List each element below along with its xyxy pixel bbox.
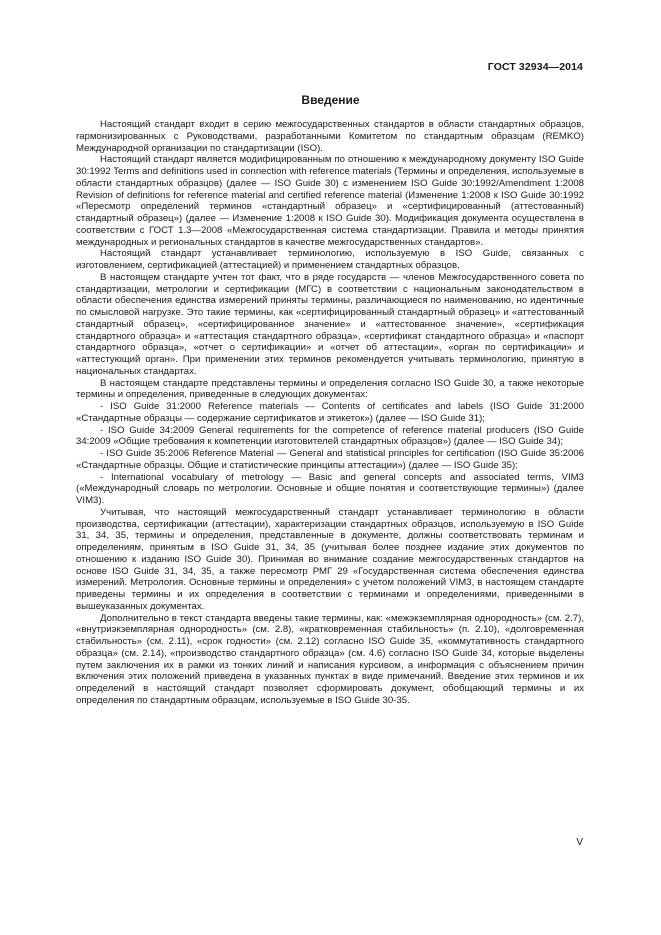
paragraph-5: В настоящем стандарте представлены термины и определения согласно ISO Guide 30, а также некоторые термины и определения, приведенные в следующих документах:: [76, 377, 584, 401]
list-item-guide-35: - ISO Guide 35:2006 Reference Material — General and statistical principles for certification (ISO Guide 35:2006 «Стандартные образцы. Общие и статистические принципы аттестации») (далее — ISO Guide 35);: [76, 448, 584, 471]
paragraph-4: В настоящем стандарте учтен тот факт, что в ряде государств — членов Межгосударственного совета по стандартизации, метрологии и сертификации (МГС) в соответствии с национальным законодательством в области обеспечения единства измерений приняты термины, различающиеся по наименованию, но идентичные по смысловой нагрузке. Это такие термины, как «сертифицированный стандартный образец» и «аттестованный стандартный образец», «сертифицированное значение» и «аттестованное значение», «сертификация стандартного образца» и «аттестация стандартного образца», «сертификат стандартного образца» и «паспорт стандартного образца», «отчет о сертификации» и «отчет об аттестации», «орган по сертификации» и «аттестующий орган». При применении этих терминов рекомендуется учитывать терминологию, принятую в национальных стандартах.: [76, 271, 584, 377]
list-item-guide-31: - ISO Guide 31:2000 Reference materials — Contents of certificates and labels (ISO Guide 31:2000 «Стандартные образцы — содержание сертификатов и этикеток») (далее — ISO Guide 31);: [76, 401, 584, 424]
paragraph-2: Настоящий стандарт является модифицированным по отношению к международному документу ISO Guide 30:1992 Terms and definitions used in connection with reference materials (Термины и определения, используемые в области стандартных образцов) (далее — ISO Guide 30) с изменением ISO Guide 30:1992/Amendment 1:2008 Revision of definitions for reference material and certified reference material (Изменение 1:2008 к ISO Guide 30:1992 «Пересмотр определений терминов «стандартный образец» и «сертифицированный (аттестованный) стандартный образец») (далее — Изменение 1:2008 к ISO Guide 30). Модификация документа осуществлена в соответствии с ГОСТ 1.3—2008 «Межгосударственная система стандартизации. Правила и методы принятия международных и региональных стандартов в качестве межгосударственных стандартов».: [76, 154, 584, 248]
list-item-vim3: - International vocabulary of metrology — Basic and general concepts and associated terms, VIM3 («Международный словарь по метрологии. Основные и общие понятия и соответствующие термины») (далее VIM3).: [76, 471, 584, 506]
document-id: ГОСТ 32934—2014: [487, 61, 583, 73]
paragraph-6: Учитывая, что настоящий межгосударственный стандарт устанавливает терминологию в области производства, сертификации (аттестации), характеризации стандартных образцов, используемую в ISO Guide 31, 34, 35, термины и определения, представленные в документе, должны соответствовать терминам и определениям, принятым в ISO Guide 31, 34, 35 (учитывая более позднее издание этих документов по отношению к изданию ISO Guide 30). Принимая во внимание создание межгосударственных стандартов на основе ISO Guide 31, 34, 35, а также пересмотр РМГ 29 «Государственная система обеспечения единства измерений. Метрология. Основные термины и определения» с учетом положений VIM3, в настоящем стандарте приведены термины и их определения в соответствии с терминами и определениями, приведенными в вышеуказанных документах.: [76, 506, 584, 612]
paragraph-1: Настоящий стандарт входит в серию межгосударственных стандартов в области стандартных образцов, гармонизированных с Руководствами, разработанными Комитетом по стандартным образцам (REMKO) Международной организации по стандартизации (ISO).: [76, 119, 584, 154]
page-number: V: [576, 837, 583, 848]
paragraph-7: Дополнительно в текст стандарта введены такие термины, как: «межэкземплярная однородность» (см. 2.7), «внутриэкземплярная однородность» (см. 2.8), «кратковременная стабильность» (п. 2.10), «долговременная стабильность» (см. 2.11), «срок годности» (см. 2.12) согласно ISO Guide 35, «коммутативность стандартного образца» (см. 2.14), «производство стандартного образца» (см. 4.6) согласно ISO Guide 34, которые выделены путем заключения их в рамки из тонких линий и написания курсивом, а информация с объяснением причин включения этих положений приведена в указанных пунктах в виде примечаний. Введение этих терминов и их определений в настоящий стандарт позволяет сформировать документ, обобщающий термины и их определения по стандартным образцам, используемые в ISO Guide 30-35.: [76, 612, 584, 706]
body-text: [76, 119, 584, 707]
list-item-guide-34: - ISO Guide 34:2009 General requirements for the competence of reference material producers (ISO Guide 34:2009 «Общие требования к компетенции изготовителей стандартных образцов») (далее — ISO Guide 34);: [76, 424, 584, 448]
paragraph-3: Настоящий стандарт устанавливает терминологию, используемую в ISO Guide, связанных с изготовлением, сертификацией (аттестацией) и применением стандартных образцов.: [76, 248, 584, 271]
section-title: Введение: [301, 93, 360, 107]
